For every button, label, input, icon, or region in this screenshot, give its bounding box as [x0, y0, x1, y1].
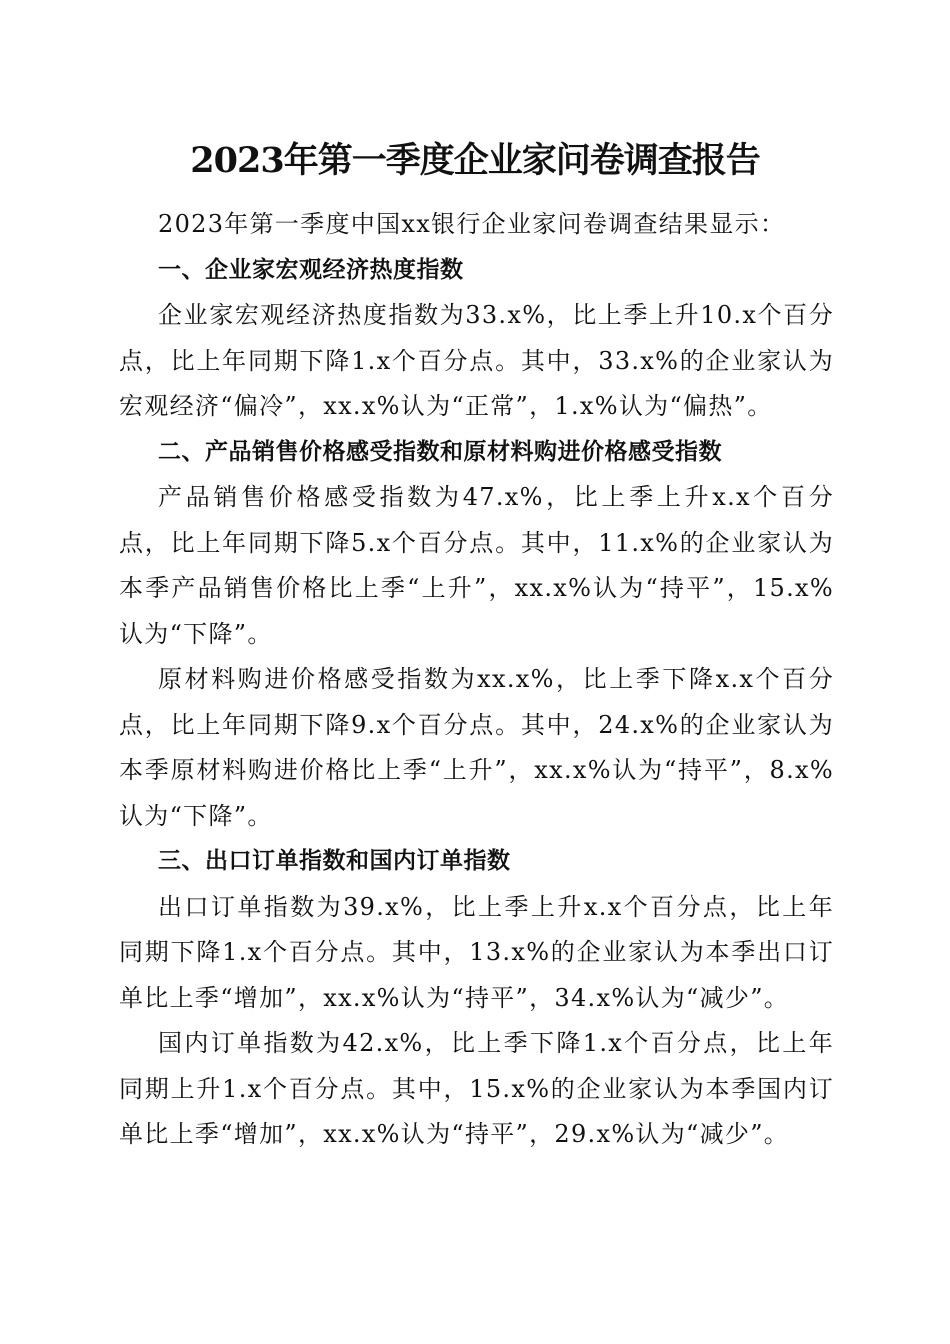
- document-title: 2023年第一季度企业家问卷调查报告: [190, 140, 760, 181]
- paragraph-macro-heat-index: 企业家宏观经济热度指数为33.x%，比上季上升10.x个百分点，比上年同期下降1.x个百分点。其中，33.x%的企业家认为宏观经济“偏冷”，xx.x%认为“正常”，1.x%认为“偏热”。: [119, 301, 834, 420]
- paragraph-raw-material-price-index: 原材料购进价格感受指数为xx.x%，比上季下降x.x个百分点，比上年同期下降9.x个百分点。其中，24.x%的企业家认为本季原材料购进价格比上季“上升”，xx.x%认为“持平”，8.x%认为“下降”。: [119, 665, 834, 830]
- intro-paragraph: 2023年第一季度中国xx银行企业家问卷调查结果显示：: [158, 210, 786, 238]
- document-body: [119, 202, 834, 1158]
- paragraph-export-order-index: 出口订单指数为39.x%，比上季上升x.x个百分点，比上年同期下降1.x个百分点。其中，13.x%的企业家认为本季出口订单比上季“增加”，xx.x%认为“持平”，34.x%认为“减少”。: [119, 892, 834, 1012]
- section-heading-price-perception: 二、产品销售价格感受指数和原材料购进价格感受指数: [158, 438, 722, 465]
- section-heading-macro-heat: 一、企业家宏观经济热度指数: [158, 256, 464, 283]
- section-heading-orders: 三、出口订单指数和国内订单指数: [158, 848, 511, 874]
- paragraph-domestic-order-index: 国内订单指数为42.x%，比上季下降1.x个百分点，比上年同期上升1.x个百分点。其中，15.x%的企业家认为本季国内订单比上季“增加”，xx.x%认为“持平”，29.x%认为“减少”。: [119, 1029, 834, 1148]
- paragraph-sales-price-index: 产品销售价格感受指数为47.x%，比上季上升x.x个百分点，比上年同期下降5.x个百分点。其中，11.x%的企业家认为本季产品销售价格比上季“上升”，xx.x%认为“持平”，15.x%认为“下降”。: [119, 483, 834, 648]
